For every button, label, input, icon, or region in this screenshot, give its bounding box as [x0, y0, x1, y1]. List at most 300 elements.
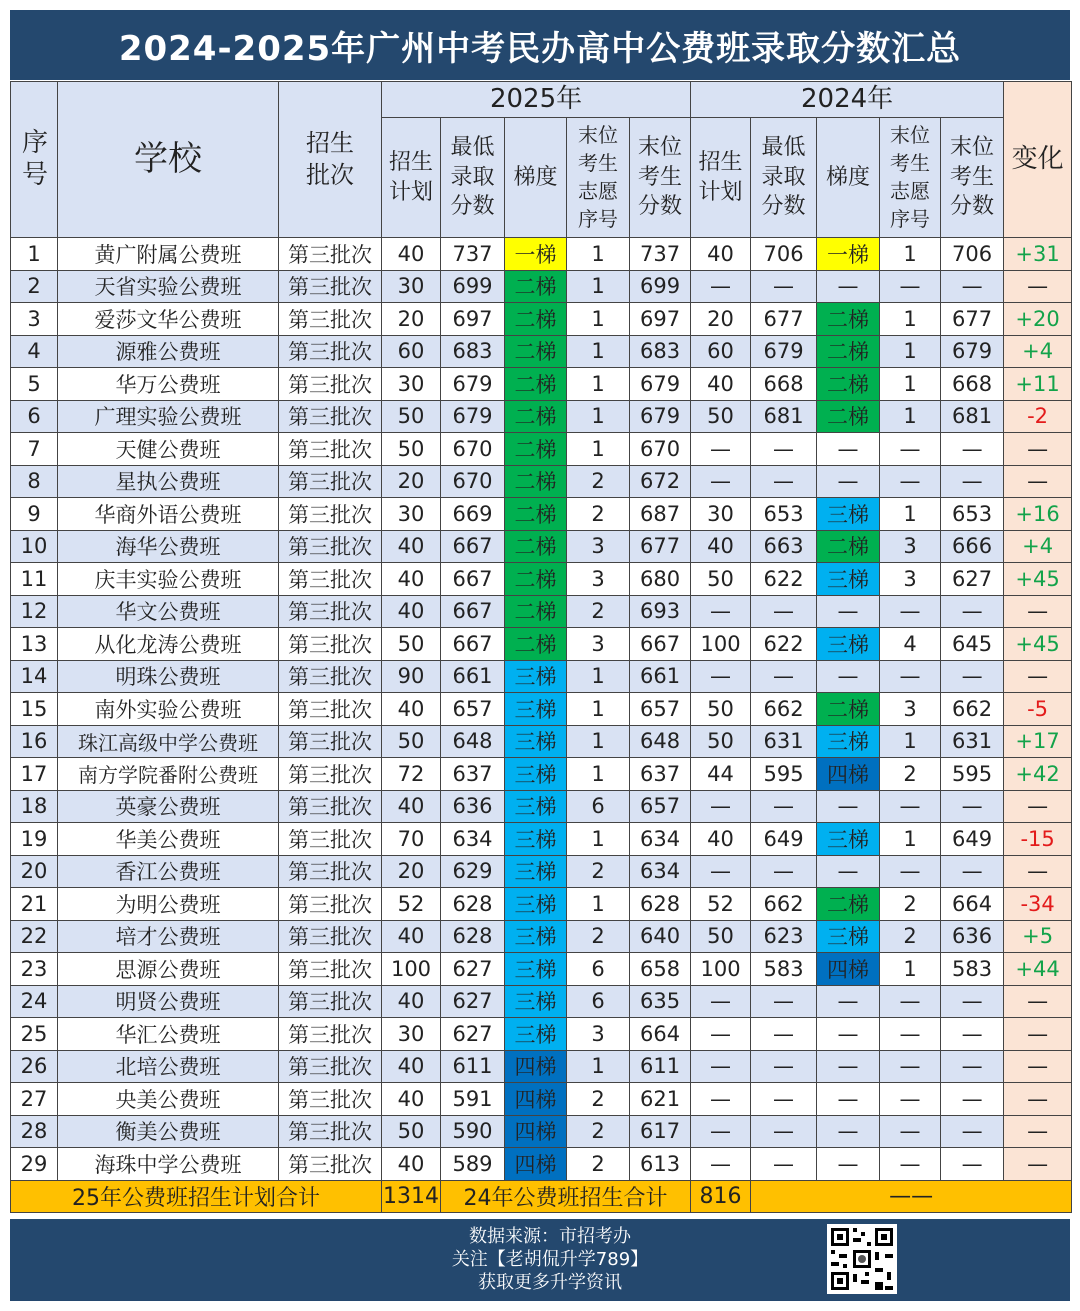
row-min-score-2024: — — [751, 855, 817, 888]
row-last-order-2025: 1 — [567, 400, 630, 433]
row-last-order-2025: 1 — [567, 270, 630, 303]
row-plan-2025: 60 — [382, 335, 441, 368]
row-last-score-2024: 679 — [941, 335, 1004, 368]
score-table — [10, 81, 1072, 1213]
row-last-score-2025: 697 — [630, 303, 691, 336]
row-change: +45 — [1004, 628, 1072, 661]
row-min-score-2025: 697 — [441, 303, 505, 336]
header-year-2024: 2024年 — [691, 82, 1004, 118]
row-last-order-2024: — — [880, 1083, 941, 1116]
row-plan-2024: 60 — [691, 335, 751, 368]
row-tier-2024: 三梯 — [817, 563, 880, 596]
row-tier-2025: 三梯 — [505, 758, 567, 791]
table-row — [11, 400, 1072, 433]
row-change: +44 — [1004, 953, 1072, 986]
row-change: +16 — [1004, 498, 1072, 531]
row-seq: 19 — [11, 823, 58, 856]
row-last-order-2024: — — [880, 1050, 941, 1083]
row-batch: 第三批次 — [279, 920, 382, 953]
row-batch: 第三批次 — [279, 368, 382, 401]
row-min-score-2025: 636 — [441, 790, 505, 823]
row-batch: 第三批次 — [279, 660, 382, 693]
row-last-order-2024: — — [880, 1148, 941, 1181]
row-tier-2024: 二梯 — [817, 400, 880, 433]
row-plan-2025: 40 — [382, 920, 441, 953]
row-last-score-2025: 658 — [630, 953, 691, 986]
row-min-score-2024: — — [751, 660, 817, 693]
row-batch: 第三批次 — [279, 498, 382, 531]
row-last-score-2024: — — [941, 660, 1004, 693]
row-last-score-2025: 637 — [630, 758, 691, 791]
row-seq: 4 — [11, 335, 58, 368]
row-school: 源雅公费班 — [58, 335, 279, 368]
row-plan-2024: — — [691, 660, 751, 693]
row-tier-2024: — — [817, 855, 880, 888]
row-change: -2 — [1004, 400, 1072, 433]
row-min-score-2025: 679 — [441, 368, 505, 401]
row-tier-2024: — — [817, 985, 880, 1018]
row-plan-2025: 20 — [382, 465, 441, 498]
row-last-order-2025: 3 — [567, 563, 630, 596]
row-min-score-2025: 648 — [441, 725, 505, 758]
row-min-score-2025: 699 — [441, 270, 505, 303]
row-last-score-2025: 613 — [630, 1148, 691, 1181]
table-row — [11, 1148, 1072, 1181]
row-last-order-2025: 3 — [567, 1018, 630, 1051]
row-min-score-2024: — — [751, 1050, 817, 1083]
header-school: 学校 — [58, 82, 279, 238]
row-change: — — [1004, 270, 1072, 303]
row-change: — — [1004, 1148, 1072, 1181]
row-last-score-2024: — — [941, 855, 1004, 888]
row-min-score-2024: 649 — [751, 823, 817, 856]
row-tier-2024: 二梯 — [817, 693, 880, 726]
row-last-order-2025: 1 — [567, 823, 630, 856]
row-tier-2025: 二梯 — [505, 433, 567, 466]
total-2025-label: 25年公费班招生计划合计 — [11, 1180, 382, 1212]
row-min-score-2024: — — [751, 433, 817, 466]
row-school: 华商外语公费班 — [58, 498, 279, 531]
row-plan-2025: 30 — [382, 368, 441, 401]
row-seq: 11 — [11, 563, 58, 596]
table-row — [11, 1083, 1072, 1116]
table-row — [11, 498, 1072, 531]
row-plan-2024: — — [691, 855, 751, 888]
row-school: 南外实验公费班 — [58, 693, 279, 726]
row-last-score-2025: 657 — [630, 693, 691, 726]
table-row — [11, 693, 1072, 726]
row-tier-2025: 三梯 — [505, 855, 567, 888]
row-tier-2025: 二梯 — [505, 368, 567, 401]
row-tier-2025: 二梯 — [505, 465, 567, 498]
row-last-order-2025: 2 — [567, 1083, 630, 1116]
row-tier-2024: 二梯 — [817, 888, 880, 921]
row-school: 珠江高级中学公费班 — [58, 725, 279, 758]
row-seq: 14 — [11, 660, 58, 693]
row-min-score-2024: — — [751, 465, 817, 498]
table-row — [11, 595, 1072, 628]
table-row — [11, 725, 1072, 758]
row-last-score-2024: — — [941, 595, 1004, 628]
total-dash: —— — [751, 1180, 1072, 1212]
row-seq: 8 — [11, 465, 58, 498]
row-batch: 第三批次 — [279, 400, 382, 433]
row-change: +11 — [1004, 368, 1072, 401]
row-seq: 26 — [11, 1050, 58, 1083]
row-batch: 第三批次 — [279, 303, 382, 336]
row-min-score-2025: 669 — [441, 498, 505, 531]
row-seq: 12 — [11, 595, 58, 628]
row-min-score-2024: 663 — [751, 530, 817, 563]
row-last-score-2025: 699 — [630, 270, 691, 303]
row-min-score-2025: 590 — [441, 1115, 505, 1148]
row-last-score-2024: 681 — [941, 400, 1004, 433]
row-plan-2024: 52 — [691, 888, 751, 921]
row-min-score-2024: 622 — [751, 563, 817, 596]
row-plan-2024: — — [691, 1018, 751, 1051]
row-last-score-2025: 664 — [630, 1018, 691, 1051]
row-last-order-2024: 1 — [880, 238, 941, 271]
row-plan-2025: 52 — [382, 888, 441, 921]
row-tier-2024: 二梯 — [817, 335, 880, 368]
row-min-score-2025: 627 — [441, 953, 505, 986]
row-last-score-2024: 631 — [941, 725, 1004, 758]
row-school: 从化龙涛公费班 — [58, 628, 279, 661]
row-min-score-2024: 631 — [751, 725, 817, 758]
table-row — [11, 1050, 1072, 1083]
row-min-score-2025: 629 — [441, 855, 505, 888]
row-last-order-2024: — — [880, 855, 941, 888]
header-plan-2025: 招生计划 — [382, 118, 441, 238]
row-plan-2024: 20 — [691, 303, 751, 336]
row-tier-2025: 三梯 — [505, 920, 567, 953]
table-row — [11, 335, 1072, 368]
table-row — [11, 920, 1072, 953]
row-seq: 23 — [11, 953, 58, 986]
row-plan-2025: 72 — [382, 758, 441, 791]
row-min-score-2024: 677 — [751, 303, 817, 336]
row-plan-2024: — — [691, 1083, 751, 1116]
row-min-score-2024: — — [751, 985, 817, 1018]
row-seq: 22 — [11, 920, 58, 953]
row-seq: 29 — [11, 1148, 58, 1181]
row-tier-2024: — — [817, 1083, 880, 1116]
row-school: 华文公费班 — [58, 595, 279, 628]
row-change: +42 — [1004, 758, 1072, 791]
row-min-score-2025: 679 — [441, 400, 505, 433]
row-last-score-2025: 634 — [630, 855, 691, 888]
row-tier-2024: 二梯 — [817, 530, 880, 563]
row-last-order-2025: 3 — [567, 530, 630, 563]
row-tier-2025: 三梯 — [505, 790, 567, 823]
row-tier-2024: — — [817, 1115, 880, 1148]
row-change: — — [1004, 660, 1072, 693]
header-last-order-2024: 末位考生志愿序号 — [880, 118, 941, 238]
row-plan-2025: 40 — [382, 1083, 441, 1116]
row-batch: 第三批次 — [279, 1018, 382, 1051]
row-last-order-2024: 3 — [880, 563, 941, 596]
row-last-score-2025: 687 — [630, 498, 691, 531]
row-tier-2025: 二梯 — [505, 498, 567, 531]
table-row — [11, 238, 1072, 271]
table-row — [11, 855, 1072, 888]
row-last-score-2024: 664 — [941, 888, 1004, 921]
row-plan-2025: 50 — [382, 433, 441, 466]
row-seq: 18 — [11, 790, 58, 823]
row-change: — — [1004, 595, 1072, 628]
row-last-score-2024: 662 — [941, 693, 1004, 726]
row-last-score-2024: 636 — [941, 920, 1004, 953]
table-row — [11, 660, 1072, 693]
row-last-score-2024: 649 — [941, 823, 1004, 856]
row-min-score-2025: 591 — [441, 1083, 505, 1116]
row-batch: 第三批次 — [279, 530, 382, 563]
row-tier-2025: 二梯 — [505, 595, 567, 628]
row-plan-2024: 50 — [691, 920, 751, 953]
row-change: +20 — [1004, 303, 1072, 336]
qr-code-icon — [827, 1224, 897, 1294]
row-min-score-2025: 589 — [441, 1148, 505, 1181]
row-school: 海华公费班 — [58, 530, 279, 563]
row-tier-2024: 四梯 — [817, 953, 880, 986]
row-plan-2025: 40 — [382, 1050, 441, 1083]
row-last-score-2025: 680 — [630, 563, 691, 596]
row-plan-2025: 30 — [382, 1018, 441, 1051]
row-school: 明贤公费班 — [58, 985, 279, 1018]
row-change: +4 — [1004, 530, 1072, 563]
row-change: +45 — [1004, 563, 1072, 596]
footer — [10, 1219, 1070, 1301]
row-tier-2024: 一梯 — [817, 238, 880, 271]
row-plan-2024: — — [691, 1050, 751, 1083]
table-row — [11, 628, 1072, 661]
row-last-score-2024: — — [941, 985, 1004, 1018]
row-last-order-2024: — — [880, 1115, 941, 1148]
row-last-score-2025: 683 — [630, 335, 691, 368]
row-plan-2025: 50 — [382, 725, 441, 758]
header-tier-2025: 梯度 — [505, 118, 567, 238]
row-last-score-2024: — — [941, 1083, 1004, 1116]
row-tier-2024: — — [817, 465, 880, 498]
row-batch: 第三批次 — [279, 238, 382, 271]
row-tier-2025: 三梯 — [505, 725, 567, 758]
row-tier-2024: — — [817, 660, 880, 693]
header-last-score-2024: 末位考生分数 — [941, 118, 1004, 238]
row-seq: 5 — [11, 368, 58, 401]
row-tier-2024: — — [817, 270, 880, 303]
table-row — [11, 270, 1072, 303]
row-min-score-2024: 653 — [751, 498, 817, 531]
row-last-order-2024: 1 — [880, 823, 941, 856]
row-tier-2024: — — [817, 790, 880, 823]
row-school: 星执公费班 — [58, 465, 279, 498]
row-last-order-2024: 1 — [880, 368, 941, 401]
row-tier-2024: 三梯 — [817, 725, 880, 758]
row-last-order-2025: 2 — [567, 855, 630, 888]
row-min-score-2024: — — [751, 790, 817, 823]
row-min-score-2024: — — [751, 270, 817, 303]
row-min-score-2024: — — [751, 1115, 817, 1148]
row-last-order-2025: 2 — [567, 595, 630, 628]
row-min-score-2025: 627 — [441, 985, 505, 1018]
row-plan-2024: 40 — [691, 368, 751, 401]
row-plan-2025: 40 — [382, 693, 441, 726]
row-tier-2024: 三梯 — [817, 628, 880, 661]
row-min-score-2025: 667 — [441, 563, 505, 596]
row-school: 香江公费班 — [58, 855, 279, 888]
row-batch: 第三批次 — [279, 1050, 382, 1083]
row-change: -5 — [1004, 693, 1072, 726]
row-plan-2025: 30 — [382, 270, 441, 303]
row-seq: 25 — [11, 1018, 58, 1051]
row-last-score-2025: 737 — [630, 238, 691, 271]
footer-follow: 关注【老胡侃升学789】 — [451, 1249, 649, 1270]
row-last-score-2025: 693 — [630, 595, 691, 628]
row-min-score-2024: 662 — [751, 693, 817, 726]
row-last-score-2024: 627 — [941, 563, 1004, 596]
row-batch: 第三批次 — [279, 1083, 382, 1116]
row-seq: 28 — [11, 1115, 58, 1148]
row-tier-2025: 四梯 — [505, 1050, 567, 1083]
row-last-order-2025: 2 — [567, 1148, 630, 1181]
row-seq: 20 — [11, 855, 58, 888]
row-tier-2025: 三梯 — [505, 888, 567, 921]
row-last-order-2025: 1 — [567, 303, 630, 336]
row-last-order-2024: 1 — [880, 400, 941, 433]
row-tier-2024: — — [817, 1018, 880, 1051]
row-tier-2024: 二梯 — [817, 368, 880, 401]
row-school: 思源公费班 — [58, 953, 279, 986]
row-plan-2024: — — [691, 790, 751, 823]
row-tier-2025: 三梯 — [505, 693, 567, 726]
total-2025-value: 1314 — [382, 1180, 441, 1212]
row-seq: 1 — [11, 238, 58, 271]
row-school: 天省实验公费班 — [58, 270, 279, 303]
row-min-score-2025: 657 — [441, 693, 505, 726]
row-change: — — [1004, 790, 1072, 823]
row-change: — — [1004, 465, 1072, 498]
row-last-order-2024: 4 — [880, 628, 941, 661]
row-batch: 第三批次 — [279, 335, 382, 368]
row-plan-2025: 30 — [382, 498, 441, 531]
row-last-score-2024: — — [941, 465, 1004, 498]
row-tier-2025: 二梯 — [505, 628, 567, 661]
row-min-score-2024: 668 — [751, 368, 817, 401]
footer-text — [10, 1225, 1080, 1294]
header-min-score-2025: 最低录取分数 — [441, 118, 505, 238]
row-last-order-2024: 1 — [880, 498, 941, 531]
row-last-score-2024: 653 — [941, 498, 1004, 531]
row-last-score-2025: 617 — [630, 1115, 691, 1148]
row-seq: 3 — [11, 303, 58, 336]
row-plan-2024: 40 — [691, 530, 751, 563]
row-batch: 第三批次 — [279, 628, 382, 661]
row-last-order-2024: 1 — [880, 953, 941, 986]
row-last-score-2024: 677 — [941, 303, 1004, 336]
row-school: 衡美公费班 — [58, 1115, 279, 1148]
row-min-score-2025: 634 — [441, 823, 505, 856]
row-school: 央美公费班 — [58, 1083, 279, 1116]
row-school: 北培公费班 — [58, 1050, 279, 1083]
row-batch: 第三批次 — [279, 595, 382, 628]
row-last-score-2024: — — [941, 433, 1004, 466]
row-batch: 第三批次 — [279, 563, 382, 596]
row-school: 天健公费班 — [58, 433, 279, 466]
row-batch: 第三批次 — [279, 855, 382, 888]
row-last-score-2024: 583 — [941, 953, 1004, 986]
row-min-score-2025: 667 — [441, 595, 505, 628]
header-tier-2024: 梯度 — [817, 118, 880, 238]
row-school: 海珠中学公费班 — [58, 1148, 279, 1181]
row-change: — — [1004, 433, 1072, 466]
row-min-score-2025: 627 — [441, 1018, 505, 1051]
row-last-order-2025: 2 — [567, 465, 630, 498]
row-plan-2025: 50 — [382, 1115, 441, 1148]
row-school: 爱莎文华公费班 — [58, 303, 279, 336]
row-plan-2024: — — [691, 985, 751, 1018]
table-row — [11, 530, 1072, 563]
row-min-score-2025: 628 — [441, 920, 505, 953]
row-last-score-2025: 628 — [630, 888, 691, 921]
row-tier-2025: 二梯 — [505, 270, 567, 303]
row-batch: 第三批次 — [279, 433, 382, 466]
row-min-score-2025: 683 — [441, 335, 505, 368]
row-plan-2025: 40 — [382, 563, 441, 596]
row-plan-2025: 40 — [382, 985, 441, 1018]
row-plan-2025: 40 — [382, 595, 441, 628]
row-change: — — [1004, 1083, 1072, 1116]
row-change: +31 — [1004, 238, 1072, 271]
row-min-score-2025: 670 — [441, 465, 505, 498]
row-last-order-2024: 1 — [880, 303, 941, 336]
row-last-score-2024: — — [941, 790, 1004, 823]
row-plan-2024: — — [691, 270, 751, 303]
row-min-score-2025: 737 — [441, 238, 505, 271]
row-last-score-2025: 679 — [630, 400, 691, 433]
row-last-score-2025: 667 — [630, 628, 691, 661]
row-tier-2024: 三梯 — [817, 498, 880, 531]
row-min-score-2025: 611 — [441, 1050, 505, 1083]
row-school: 南方学院番附公费班 — [58, 758, 279, 791]
row-min-score-2024: — — [751, 595, 817, 628]
row-plan-2024: 50 — [691, 725, 751, 758]
row-last-order-2024: 1 — [880, 335, 941, 368]
row-batch: 第三批次 — [279, 985, 382, 1018]
row-last-score-2025: 657 — [630, 790, 691, 823]
row-last-order-2024: — — [880, 1018, 941, 1051]
row-last-order-2024: — — [880, 465, 941, 498]
row-seq: 2 — [11, 270, 58, 303]
row-plan-2024: 40 — [691, 823, 751, 856]
table-row — [11, 888, 1072, 921]
row-min-score-2024: 595 — [751, 758, 817, 791]
row-tier-2025: 四梯 — [505, 1148, 567, 1181]
row-tier-2025: 二梯 — [505, 563, 567, 596]
row-last-order-2024: 3 — [880, 530, 941, 563]
row-min-score-2024: 681 — [751, 400, 817, 433]
row-last-order-2024: 2 — [880, 888, 941, 921]
row-last-order-2024: — — [880, 433, 941, 466]
table-row — [11, 1115, 1072, 1148]
row-batch: 第三批次 — [279, 758, 382, 791]
row-tier-2024: — — [817, 595, 880, 628]
row-min-score-2024: — — [751, 1083, 817, 1116]
row-change: — — [1004, 855, 1072, 888]
row-last-order-2024: — — [880, 790, 941, 823]
row-school: 英豪公费班 — [58, 790, 279, 823]
row-last-order-2024: — — [880, 270, 941, 303]
row-last-score-2024: 645 — [941, 628, 1004, 661]
